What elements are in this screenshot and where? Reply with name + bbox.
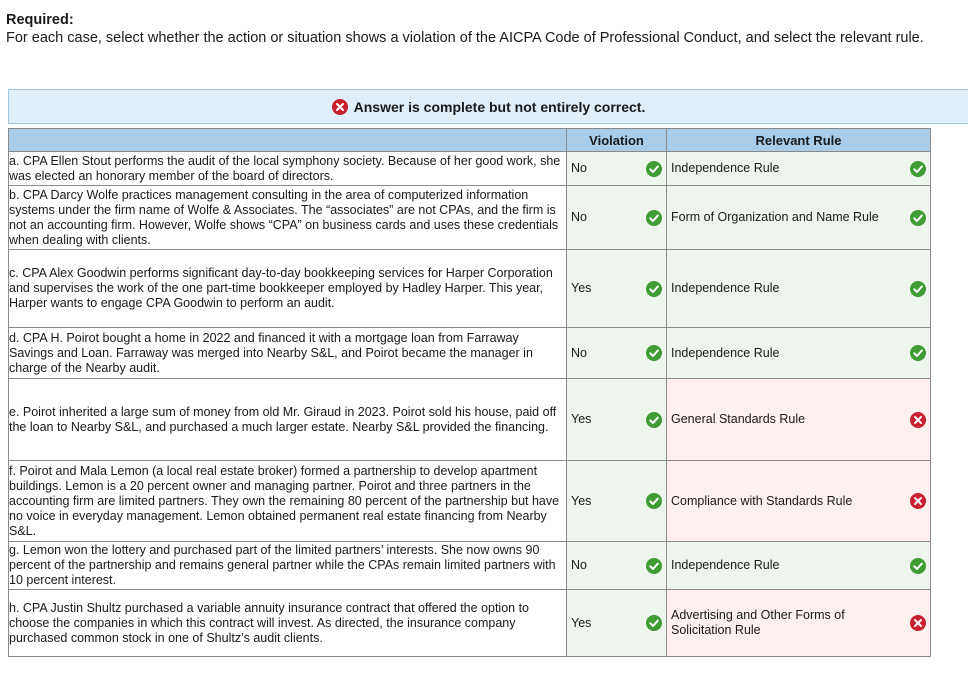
violation-cell[interactable] xyxy=(567,379,667,461)
header-violation: Violation xyxy=(567,129,667,152)
correct-check-icon xyxy=(910,210,926,226)
correct-check-icon xyxy=(646,161,662,177)
header-rule: Relevant Rule xyxy=(667,129,931,152)
question-text: b. CPA Darcy Wolfe practices management consulting in the area of computerized information systems under the firm name of Wolfe & Associates. The “associates” are not CPAs, and the firm is not an accounting firm. However, Wolfe shows “CPA” on business cards and uses these credentials when dealing with clients. xyxy=(9,186,567,250)
incorrect-x-icon xyxy=(910,493,926,509)
correct-check-icon xyxy=(646,615,662,631)
question-text: g. Lemon won the lottery and purchased part of the limited partners’ interests. She now owns 90 percent of the partnership and remains general partner while the CPAs remain limited partners with 10 percent interest. xyxy=(9,542,567,590)
question-text: a. CPA Ellen Stout performs the audit of the local symphony society. Because of her good work, she was elected an honorary member of the board of directors. xyxy=(9,152,567,186)
table-row xyxy=(9,250,931,328)
rule-value: Independence Rule xyxy=(671,281,780,295)
violation-cell[interactable] xyxy=(567,186,667,250)
table-row xyxy=(9,328,931,379)
rule-value: Independence Rule xyxy=(671,558,780,572)
required-text: For each case, select whether the action or situation shows a violation of the AICPA Code of Professional Conduct, and select the relevant rule. xyxy=(6,30,924,46)
violation-cell[interactable] xyxy=(567,152,667,186)
table-row xyxy=(9,152,931,186)
correct-check-icon xyxy=(646,210,662,226)
result-banner xyxy=(8,89,968,124)
incorrect-icon xyxy=(332,99,348,115)
table-row xyxy=(9,590,931,657)
rule-value: Advertising and Other Forms of Solicitation Rule xyxy=(671,608,845,637)
violation-cell[interactable] xyxy=(567,328,667,379)
incorrect-x-icon xyxy=(910,615,926,631)
violation-value: Yes xyxy=(571,281,592,295)
answer-table xyxy=(8,128,931,657)
banner-text: Answer is complete but not entirely correct. xyxy=(353,98,646,115)
violation-value: No xyxy=(571,210,587,224)
question-text: d. CPA H. Poirot bought a home in 2022 and financed it with a mortgage loan from Farraway Savings and Loan. Farraway was merged into Nearby S&L, and Poirot became the manager in charge of the Nearby audit. xyxy=(9,328,567,379)
rule-cell[interactable] xyxy=(667,461,931,542)
rule-value: Independence Rule xyxy=(671,345,780,360)
rule-value: General Standards Rule xyxy=(671,412,806,426)
rule-cell[interactable] xyxy=(667,328,931,379)
correct-check-icon xyxy=(646,412,662,428)
correct-check-icon xyxy=(910,558,926,574)
question-text: f. Poirot and Mala Lemon (a local real estate broker) formed a partnership to develop apartment buildings. Lemon is a 20 percent owner and managing partner. Poirot and three partners in the accounting firm are limited partners. They own the remaining 80 percent of the partnership but have no voice in everyday management. Lemon obtained permanent real estate financing from Nearby S&L. xyxy=(9,461,567,542)
rule-cell[interactable] xyxy=(667,542,931,590)
violation-value: No xyxy=(571,345,587,360)
table-row xyxy=(9,542,931,590)
violation-value: No xyxy=(571,558,587,572)
violation-cell[interactable] xyxy=(567,590,667,657)
rule-cell[interactable] xyxy=(667,250,931,328)
question-text: c. CPA Alex Goodwin performs significant day-to-day bookkeeping services for Harper Corporation and supervises the work of the one part-time bookkeeper employed by Hadley Harper. This year, Harper wants to engage CPA Goodwin to perform an audit. xyxy=(9,250,567,328)
table-row xyxy=(9,461,931,542)
correct-check-icon xyxy=(646,281,662,297)
rule-value: Compliance with Standards Rule xyxy=(671,493,853,508)
instructions xyxy=(6,11,956,47)
header-question xyxy=(9,129,567,152)
rule-cell[interactable] xyxy=(667,379,931,461)
incorrect-x-icon xyxy=(910,412,926,428)
header-row xyxy=(9,129,931,152)
rule-cell[interactable] xyxy=(667,590,931,657)
rule-value: Form of Organization and Name Rule xyxy=(671,210,879,224)
violation-cell[interactable] xyxy=(567,250,667,328)
required-title: Required: xyxy=(6,12,74,28)
violation-cell[interactable] xyxy=(567,461,667,542)
rule-cell[interactable] xyxy=(667,152,931,186)
question-text: e. Poirot inherited a large sum of money from old Mr. Giraud in 2023. Poirot sold his house, paid off the loan to Nearby S&L, and purchased a much larger estate. Nearby S&L provided the financing. xyxy=(9,379,567,461)
correct-check-icon xyxy=(646,493,662,509)
violation-cell[interactable] xyxy=(567,542,667,590)
table-row xyxy=(9,186,931,250)
correct-check-icon xyxy=(646,345,662,361)
violation-value: No xyxy=(571,161,587,175)
correct-check-icon xyxy=(910,345,926,361)
violation-value: Yes xyxy=(571,412,592,426)
correct-check-icon xyxy=(910,161,926,177)
correct-check-icon xyxy=(910,281,926,297)
rule-value: Independence Rule xyxy=(671,161,780,175)
question-text: h. CPA Justin Shultz purchased a variable annuity insurance contract that offered the option to choose the companies in which this contract will invest. As directed, the insurance company purchased common stock in one of Shultz’s audit clients. xyxy=(9,590,567,657)
violation-value: Yes xyxy=(571,615,592,630)
violation-value: Yes xyxy=(571,493,592,508)
table-row xyxy=(9,379,931,461)
correct-check-icon xyxy=(646,558,662,574)
rule-cell[interactable] xyxy=(667,186,931,250)
